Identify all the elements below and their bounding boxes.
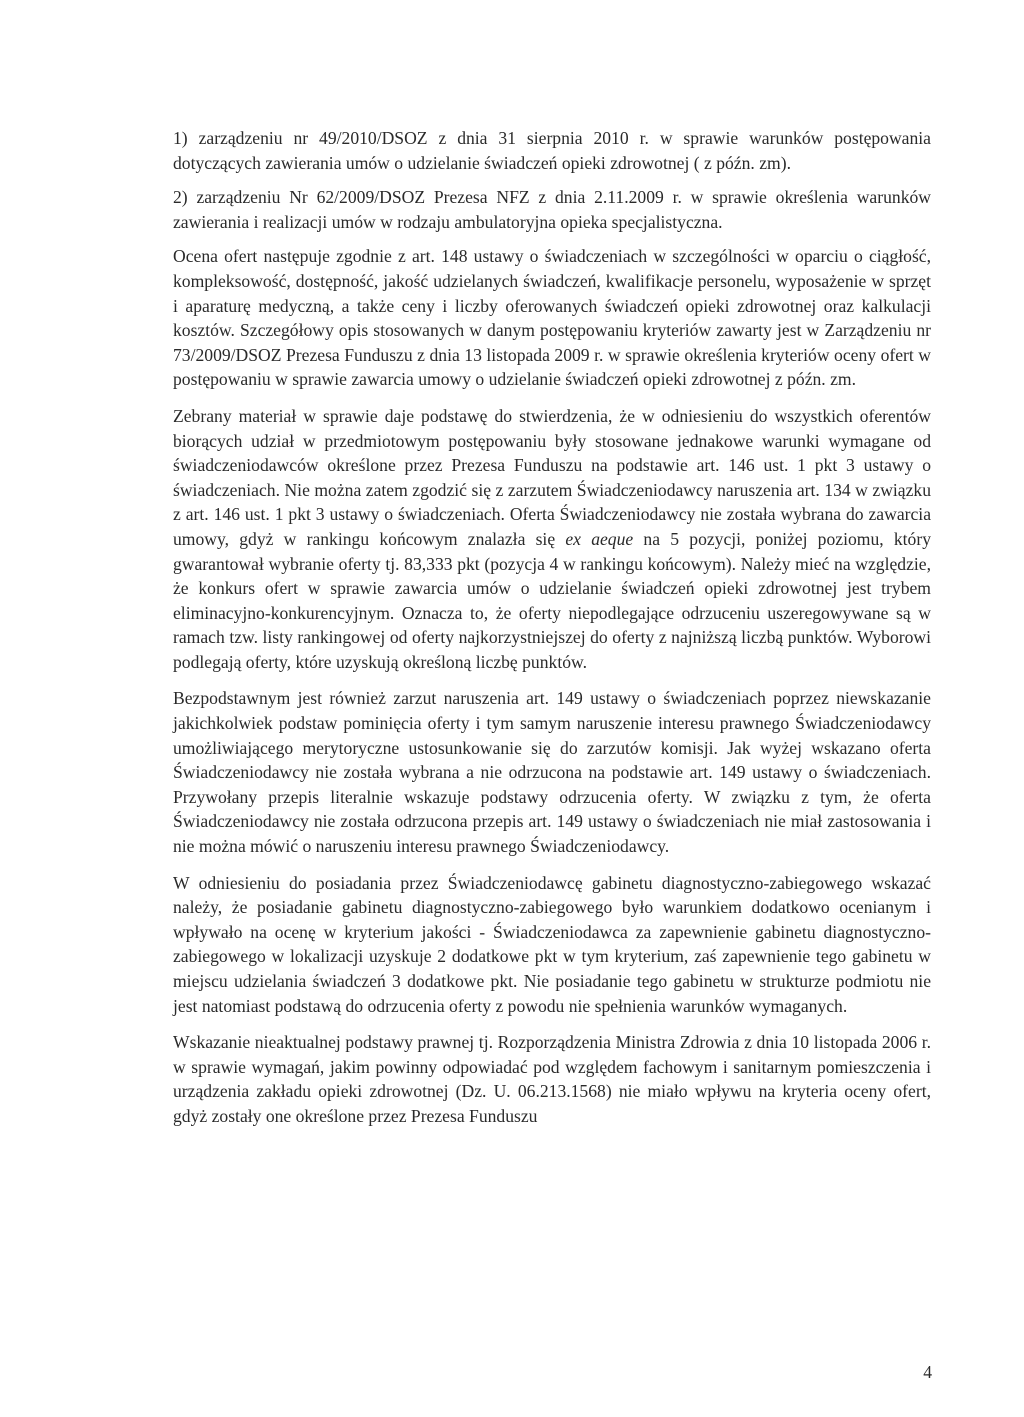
- page-number: 4: [923, 1362, 932, 1382]
- paragraph-regulation-1: 1) zarządzeniu nr 49/2010/DSOZ z dnia 31 sierpnia 2010 r. w sprawie warunków postępowania dotyczących zawierania umów o udzielanie świadczeń opieki zdrowotnej ( z późn. zm).: [173, 128, 931, 173]
- paragraph-diagnostic-office: W odniesieniu do posiadania przez Świadczeniodawcę gabinetu diagnostyczno-zabiegowego wskazać należy, że posiadanie gabinetu diagnostyczno-zabiegowego było warunkiem dodatkowo ocenianym i wpływało na ocenę w kryterium jakości - Świadczeniodawca za zapewnienie gabinetu diagnostyczno-zabiegowego w lokalizacji uzyskuje 2 dodatkowe pkt w tym kryterium, zaś zapewnienie tego gabinetu w miejscu udzielania świadczeń 3 dodatkowe pkt. Nie posiadanie tego gabinetu w strukturze podmiotu nie jest natomiast podstawą do odrzucenia oferty z powodu nie spełnienia warunków wymaganych.: [173, 872, 931, 1016]
- paragraph-collected-material: [173, 404, 931, 675]
- document-page: [173, 126, 931, 1141]
- text-segment: Zebrany materiał w sprawie daje podstawę do stwierdzenia, że w odniesieniu do wszystkich oferentów biorących udział w przedmiotowym postępowaniu były stosowane jednakowe warunki wymagane od świadczeniodawców określone przez Prezesa Funduszu na podstawie art. 146 ust. 1 pkt 3 ustawy o świadczeniach. Nie można zatem zgodzić się z zarzutem Świadczeniodawcy naruszenia art. 134 w związku z art. 146 ust. 1 pkt 3 ustawy o świadczeniach. Oferta Świadczeniodawcy nie została wybrana do zawarcia umowy, gdyż w rankingu końcowym znalazła się: [173, 405, 931, 549]
- italic-phrase: ex aeque: [565, 528, 634, 549]
- text-segment: na 5 pozycji, poniżej poziomu, który gwarantował wybranie oferty tj. 83,333 pkt (pozycja 4 w rankingu końcowym). Należy mieć na względzie, że konkurs ofert w sprawie zawarcia umów o udzielanie świadczeń opieki zdrowotnej jest trybem eliminacyjno-konkurencyjnym. Oznacza to, że oferty niepodlegające odrzuceniu uszeregowywane są w ramach tzw. listy rankingowej od oferty najkorzystniejszej do oferty z najniższą liczbą punktów. Wyborowi podlegają oferty, które uzyskują określoną liczbę punktów.: [173, 528, 932, 672]
- paragraph-regulation-2: 2) zarządzeniu Nr 62/2009/DSOZ Prezesa NFZ z dnia 2.11.2009 r. w sprawie określenia warunków zawierania i realizacji umów w rodzaju ambulatoryjna opieka specjalistyczna.: [173, 187, 931, 232]
- paragraph-legal-basis: Wskazanie nieaktualnej podstawy prawnej tj. Rozporządzenia Ministra Zdrowia z dnia 10 listopada 2006 r. w sprawie wymagań, jakim powinny odpowiadać pod względem fachowym i sanitarnym pomieszczenia i urządzenia zakładu opieki zdrowotnej (Dz. U. 06.213.1568) nie miało wpływu na kryteria oceny ofert, gdyż zostały one określone przez Prezesa Funduszu: [173, 1032, 931, 1126]
- paragraph-article-149: Bezpodstawnym jest również zarzut naruszenia art. 149 ustawy o świadczeniach poprzez niewskazanie jakichkolwiek podstaw pominięcia oferty i tym samym naruszenie interesu prawnego Świadczeniodawcy umożliwiającego merytoryczne ustosunkowanie się do zarzutów komisji. Jak wyżej wskazano oferta Świadczeniodawcy nie została wybrana a nie odrzucona na podstawie art. 149 ustawy o świadczeniach. Przywołany przepis literalnie wskazuje podstawy odrzucenia oferty. W związku z tym, że oferta Świadczeniodawcy nie została odrzucona przepis art. 149 ustawy o świadczeniach nie miał zastosowania i nie można mówić o naruszeniu interesu prawnego Świadczeniodawcy.: [173, 688, 931, 857]
- paragraph-offer-evaluation: Ocena ofert następuje zgodnie z art. 148 ustawy o świadczeniach w szczególności w oparciu o ciągłość, kompleksowość, dostępność, jakość udzielanych świadczeń, kwalifikacje personelu, wyposażenie w sprzęt i aparaturę medyczną, a także ceny i liczby oferowanych świadczeń opieki zdrowotnej oraz kalkulacji kosztów. Szczegółowy opis stosowanych w danym postępowaniu kryteriów zawarty jest w Zarządzeniu nr 73/2009/DSOZ Prezesa Funduszu z dnia 13 listopada 2009 r. w sprawie określenia kryteriów oceny ofert w postępowaniu w sprawie zawarcia umowy o udzielanie świadczeń opieki zdrowotnej z późn. zm.: [173, 246, 931, 390]
